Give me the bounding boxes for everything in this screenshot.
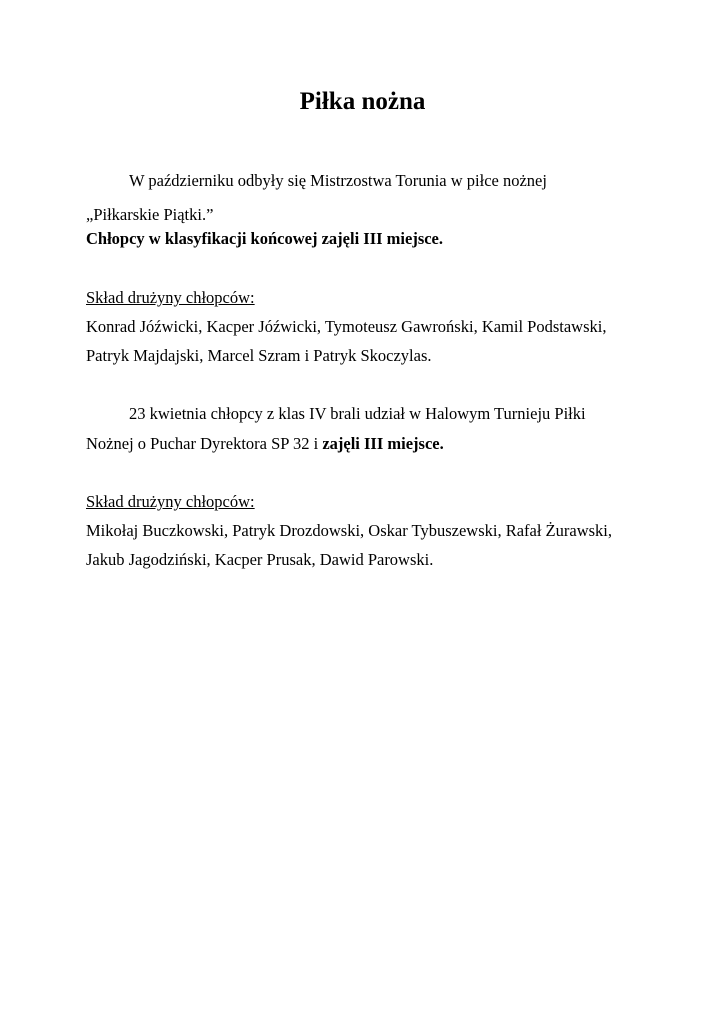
section1-paragraph-line2: „Piłkarskie Piątki.” bbox=[86, 205, 214, 224]
team1-members-line2: Patryk Majdajski, Marcel Szram i Patryk Skoczylas. bbox=[86, 346, 432, 365]
team1-heading: Skład drużyny chłopców: bbox=[86, 288, 255, 307]
team2-heading: Skład drużyny chłopców: bbox=[86, 492, 255, 511]
section2-line2-text: Nożnej o Puchar Dyrektora SP 32 i bbox=[86, 434, 323, 453]
section2-paragraph-line2 bbox=[86, 433, 444, 455]
team2-members-line1: Mikołaj Buczkowski, Patryk Drozdowski, Oskar Tybuszewski, Rafał Żurawski, bbox=[86, 521, 613, 540]
section2-result: zajęli III miejsce. bbox=[322, 434, 444, 453]
section1-result: Chłopcy w klasyfikacji końcowej zajęli III miejsce. bbox=[86, 229, 444, 248]
section2-paragraph-line1: 23 kwietnia chłopcy z klas IV brali udział w Halowym Turnieju Piłki bbox=[129, 404, 586, 423]
team2-members-line2: Jakub Jagodziński, Kacper Prusak, Dawid Parowski. bbox=[86, 550, 434, 569]
section1-paragraph-line1: W październiku odbyły się Mistrzostwa Torunia w piłce nożnej bbox=[129, 171, 547, 190]
page-title: Piłka nożna bbox=[299, 88, 426, 115]
team1-members-line1: Konrad Jóźwicki, Kacper Jóźwicki, Tymoteusz Gawroński, Kamil Podstawski, bbox=[86, 317, 607, 336]
